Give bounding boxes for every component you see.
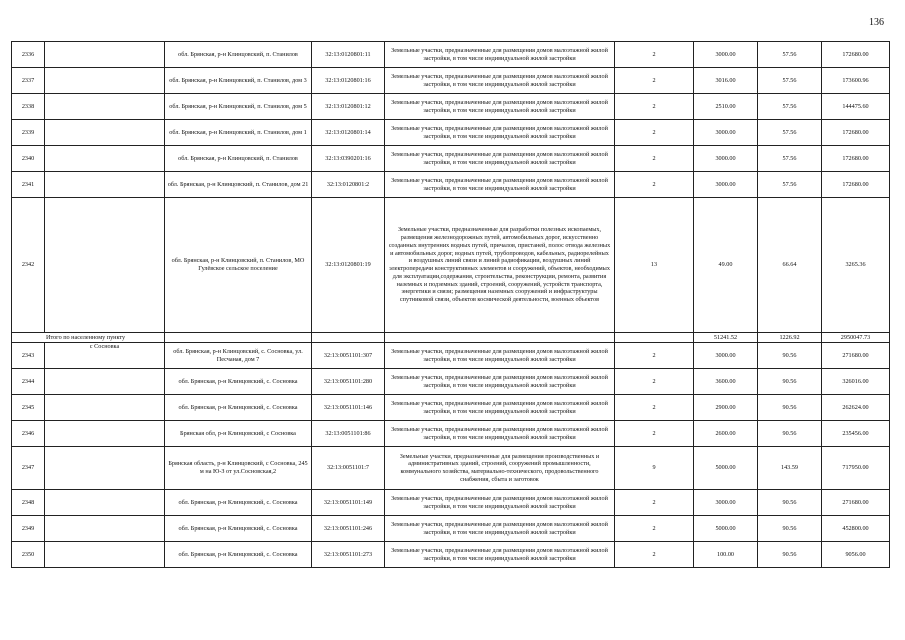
land-use-cell: Земельные участки, предназначенные для размещения домов малоэтажной жилой застройки, в том числе индивидуальной жилой застройки — [385, 542, 615, 568]
row-number: 2341 — [12, 172, 45, 198]
locality-cell — [45, 395, 165, 421]
cadastral-number-cell: 32:13:0120801:16 — [312, 68, 385, 94]
row-number: 2344 — [12, 369, 45, 395]
cadastral-number-cell: 32:13:0051101:149 — [312, 490, 385, 516]
locality-summary-row — [12, 333, 890, 343]
area-cell: 49.00 — [694, 198, 758, 333]
cadastral-number-cell: 32:13:0051101:86 — [312, 421, 385, 447]
value-cell: 172680.00 — [822, 42, 890, 68]
area-cell: 2510.00 — [694, 94, 758, 120]
rate-cell: 57.56 — [758, 120, 822, 146]
locality-cell — [45, 421, 165, 447]
table-row — [12, 369, 890, 395]
address-cell: обл. Брянская, р-н Клинцовский, с. Сосновка — [165, 542, 312, 568]
locality-cell — [45, 369, 165, 395]
group-cell: 2 — [615, 369, 694, 395]
group-cell: 2 — [615, 421, 694, 447]
locality-cell — [45, 542, 165, 568]
table-row — [12, 120, 890, 146]
rate-cell: 90.56 — [758, 369, 822, 395]
group-cell: 2 — [615, 172, 694, 198]
rate-cell: 90.56 — [758, 343, 822, 369]
land-use-cell: Земельные участки, предназначенные для размещения домов малоэтажной жилой застройки, в том числе индивидуальной жилой застройки — [385, 94, 615, 120]
cadastral-number-cell: 32:13:0051101:280 — [312, 369, 385, 395]
value-cell: 144475.60 — [822, 94, 890, 120]
rate-cell: 90.56 — [758, 421, 822, 447]
value-cell: 271680.00 — [822, 343, 890, 369]
cadastral-number-cell: 32:13:0051101:273 — [312, 542, 385, 568]
value-cell: 271680.00 — [822, 490, 890, 516]
land-use-cell: Земельные участки, предназначенные для размещения домов малоэтажной жилой застройки, в том числе индивидуальной жилой застройки — [385, 68, 615, 94]
value-cell: 172680.00 — [822, 120, 890, 146]
cadastral-number-cell: 32:13:0051101:146 — [312, 395, 385, 421]
group-cell: 2 — [615, 490, 694, 516]
group-cell: 13 — [615, 198, 694, 333]
rate-cell: 90.56 — [758, 516, 822, 542]
table-row — [12, 146, 890, 172]
area-cell: 100.00 — [694, 542, 758, 568]
rate-cell: 57.56 — [758, 146, 822, 172]
rate-cell: 143.59 — [758, 447, 822, 490]
value-cell: 717950.00 — [822, 447, 890, 490]
area-cell: 3600.00 — [694, 369, 758, 395]
land-use-cell: Земельные участки, предназначенные для размещения домов малоэтажной жилой застройки, в том числе индивидуальной жилой застройки — [385, 395, 615, 421]
land-use-cell: Земельные участки, предназначенные для размещения домов малоэтажной жилой застройки, в том числе индивидуальной жилой застройки — [385, 343, 615, 369]
locality-cell — [45, 120, 165, 146]
row-number: 2346 — [12, 421, 45, 447]
rate-cell: 90.56 — [758, 542, 822, 568]
rate-cell: 57.56 — [758, 172, 822, 198]
address-cell: обл. Брянская, р-н Клинцовский, с. Сосновка — [165, 369, 312, 395]
row-number: 2340 — [12, 146, 45, 172]
land-use-cell: Земельные участки, предназначенные для разработки полезных ископаемых, размещения железнодорожных путей, автомобильных дорог, искусственно созданных внутренних водных путей, причалов, пристаней, полос отвода железных и автомобильных дорог, водных путей, трубопроводов, кабельных, радиорелейных и воздушных линий связи и линий радиофикации, воздушных линий электропередачи конструктивных элементов и сооружений, объектов, необходимых для эксплуатации,содержания, строительства, реконструкции, ремонта, развития наземных и подземных зданий, строений, сооружений, устройств транспорта, энергетики и связи; размещения наземных сооружений и инфраструктуры спутниковой связи, объектов космической деятельности, военных объектов — [385, 198, 615, 333]
locality-cell — [45, 172, 165, 198]
land-use-cell: Земельные участки, предназначенные для размещения производственных и административных зданий, строений, сооружений промышленности, коммунального хозяйства, материально-технического, продовольственного снабжения, сбыта и заготовок — [385, 447, 615, 490]
table-row — [12, 447, 890, 490]
address-cell: обл. Брянская, р-н Клинцовский, с. Сосновка, ул. Песчаная, дом 7 — [165, 343, 312, 369]
address-cell: обл. Брянская, р-н Клинцовский, п. Станилов, дом 5 — [165, 94, 312, 120]
address-cell: обл. Брянская, р-н Клинцовский, п. Станилов, МО Гулёвское сельское поселение — [165, 198, 312, 333]
address-cell: Брянская область, р-н Клинцовский, с Сосновка, 245 м на Ю-З от ул.Сосновская,2 — [165, 447, 312, 490]
locality-cell — [45, 146, 165, 172]
rate-cell: 66.64 — [758, 198, 822, 333]
cadastral-number-cell: 32:13:0390201:16 — [312, 146, 385, 172]
group-cell: 2 — [615, 542, 694, 568]
value-cell: 172680.00 — [822, 172, 890, 198]
row-number: 2350 — [12, 542, 45, 568]
locality-cell — [45, 516, 165, 542]
address-cell: обл. Брянская, р-н Клинцовский, с. Сосновка — [165, 490, 312, 516]
table-row — [12, 172, 890, 198]
cadastral-number-cell: 32:13:0051101:7 — [312, 447, 385, 490]
locality-cell — [45, 490, 165, 516]
row-number: 2345 — [12, 395, 45, 421]
group-cell: 2 — [615, 68, 694, 94]
table-row — [12, 94, 890, 120]
area-cell: 3000.00 — [694, 42, 758, 68]
land-register-table — [11, 41, 890, 568]
summary-area: 51241.52 — [694, 333, 758, 343]
land-use-cell: Земельные участки, предназначенные для размещения домов малоэтажной жилой застройки, в том числе индивидуальной жилой застройки — [385, 146, 615, 172]
area-cell: 2600.00 — [694, 421, 758, 447]
cadastral-number-cell: 32:13:0051101:246 — [312, 516, 385, 542]
area-cell: 3000.00 — [694, 490, 758, 516]
rate-cell: 57.56 — [758, 94, 822, 120]
area-cell: 2900.00 — [694, 395, 758, 421]
cadastral-number-cell: 32:13:0120801:19 — [312, 198, 385, 333]
locality-cell — [45, 68, 165, 94]
table-row — [12, 395, 890, 421]
group-cell: 2 — [615, 343, 694, 369]
value-cell: 9056.00 — [822, 542, 890, 568]
area-cell: 3000.00 — [694, 120, 758, 146]
cadastral-number-cell: 32:13:0120801:11 — [312, 42, 385, 68]
value-cell: 235456.00 — [822, 421, 890, 447]
address-cell: обл. Брянская, р-н Клинцовский, с. Сосновка — [165, 516, 312, 542]
area-cell: 3016.00 — [694, 68, 758, 94]
row-number: 2337 — [12, 68, 45, 94]
area-cell: 5000.00 — [694, 447, 758, 490]
land-use-cell: Земельные участки, предназначенные для размещения домов малоэтажной жилой застройки, в том числе индивидуальной жилой застройки — [385, 42, 615, 68]
group-cell: 2 — [615, 94, 694, 120]
cadastral-number-cell: 32:13:0051101:307 — [312, 343, 385, 369]
table-row — [12, 68, 890, 94]
address-cell: обл. Брянская, р-н Клинцовский, п. Станилов, дом 21 — [165, 172, 312, 198]
area-cell: 3000.00 — [694, 146, 758, 172]
row-number: 2339 — [12, 120, 45, 146]
rate-cell: 90.56 — [758, 490, 822, 516]
row-number: 2336 — [12, 42, 45, 68]
land-use-cell: Земельные участки, предназначенные для размещения домов малоэтажной жилой застройки, в том числе индивидуальной жилой застройки — [385, 490, 615, 516]
page-number: 136 — [869, 17, 884, 28]
land-use-cell: Земельные участки, предназначенные для размещения домов малоэтажной жилой застройки, в том числе индивидуальной жилой застройки — [385, 369, 615, 395]
group-cell: 9 — [615, 447, 694, 490]
table-row — [12, 542, 890, 568]
table-row — [12, 343, 890, 369]
row-number: 2347 — [12, 447, 45, 490]
table-row — [12, 490, 890, 516]
address-cell: обл. Брянская, р-н Клинцовский, п. Станилов, дом 1 — [165, 120, 312, 146]
address-cell: обл. Брянская, р-н Клинцовский, п. Станилов, дом 3 — [165, 68, 312, 94]
rate-cell: 57.56 — [758, 68, 822, 94]
group-cell: 2 — [615, 516, 694, 542]
locality-cell — [45, 198, 165, 333]
group-cell: 2 — [615, 42, 694, 68]
cadastral-number-cell: 32:13:0120801:14 — [312, 120, 385, 146]
area-cell: 5000.00 — [694, 516, 758, 542]
value-cell: 262624.00 — [822, 395, 890, 421]
row-number: 2342 — [12, 198, 45, 333]
table-row — [12, 421, 890, 447]
cadastral-number-cell: 32:13:0120801:2 — [312, 172, 385, 198]
row-number: 2338 — [12, 94, 45, 120]
table-row — [12, 198, 890, 333]
table-row — [12, 42, 890, 68]
locality-cell — [45, 42, 165, 68]
locality-cell — [45, 94, 165, 120]
summary-rate: 1226.92 — [758, 333, 822, 343]
land-use-cell: Земельные участки, предназначенные для размещения домов малоэтажной жилой застройки, в том числе индивидуальной жилой застройки — [385, 172, 615, 198]
area-cell: 3000.00 — [694, 343, 758, 369]
row-number: 2349 — [12, 516, 45, 542]
row-number: 2348 — [12, 490, 45, 516]
address-cell: обл. Брянская, р-н Клинцовский, п. Станилов — [165, 42, 312, 68]
summary-value: 2950047.73 — [822, 333, 890, 343]
value-cell: 173600.96 — [822, 68, 890, 94]
land-use-cell: Земельные участки, предназначенные для размещения домов малоэтажной жилой застройки, в том числе индивидуальной жилой застройки — [385, 120, 615, 146]
locality-cell: с Сосновка — [45, 343, 165, 369]
value-cell: 3265.36 — [822, 198, 890, 333]
row-number: 2343 — [12, 343, 45, 369]
cadastral-number-cell: 32:13:0120801:12 — [312, 94, 385, 120]
locality-cell — [45, 447, 165, 490]
address-cell: обл. Брянская, р-н Клинцовский, п. Станилов — [165, 146, 312, 172]
land-use-cell: Земельные участки, предназначенные для размещения домов малоэтажной жилой застройки, в том числе индивидуальной жилой застройки — [385, 421, 615, 447]
table-row — [12, 516, 890, 542]
value-cell: 452800.00 — [822, 516, 890, 542]
summary-label: Итого по населенному пункту — [12, 333, 165, 343]
group-cell: 2 — [615, 146, 694, 172]
value-cell: 172680.00 — [822, 146, 890, 172]
rate-cell: 57.56 — [758, 42, 822, 68]
value-cell: 326016.00 — [822, 369, 890, 395]
area-cell: 3000.00 — [694, 172, 758, 198]
land-use-cell: Земельные участки, предназначенные для размещения домов малоэтажной жилой застройки, в том числе индивидуальной жилой застройки — [385, 516, 615, 542]
address-cell: обл. Брянская, р-н Клинцовский, с. Сосновка — [165, 395, 312, 421]
group-cell: 2 — [615, 120, 694, 146]
rate-cell: 90.56 — [758, 395, 822, 421]
address-cell: Брянская обл, р-н Клинцовский, с Сосновка — [165, 421, 312, 447]
group-cell: 2 — [615, 395, 694, 421]
